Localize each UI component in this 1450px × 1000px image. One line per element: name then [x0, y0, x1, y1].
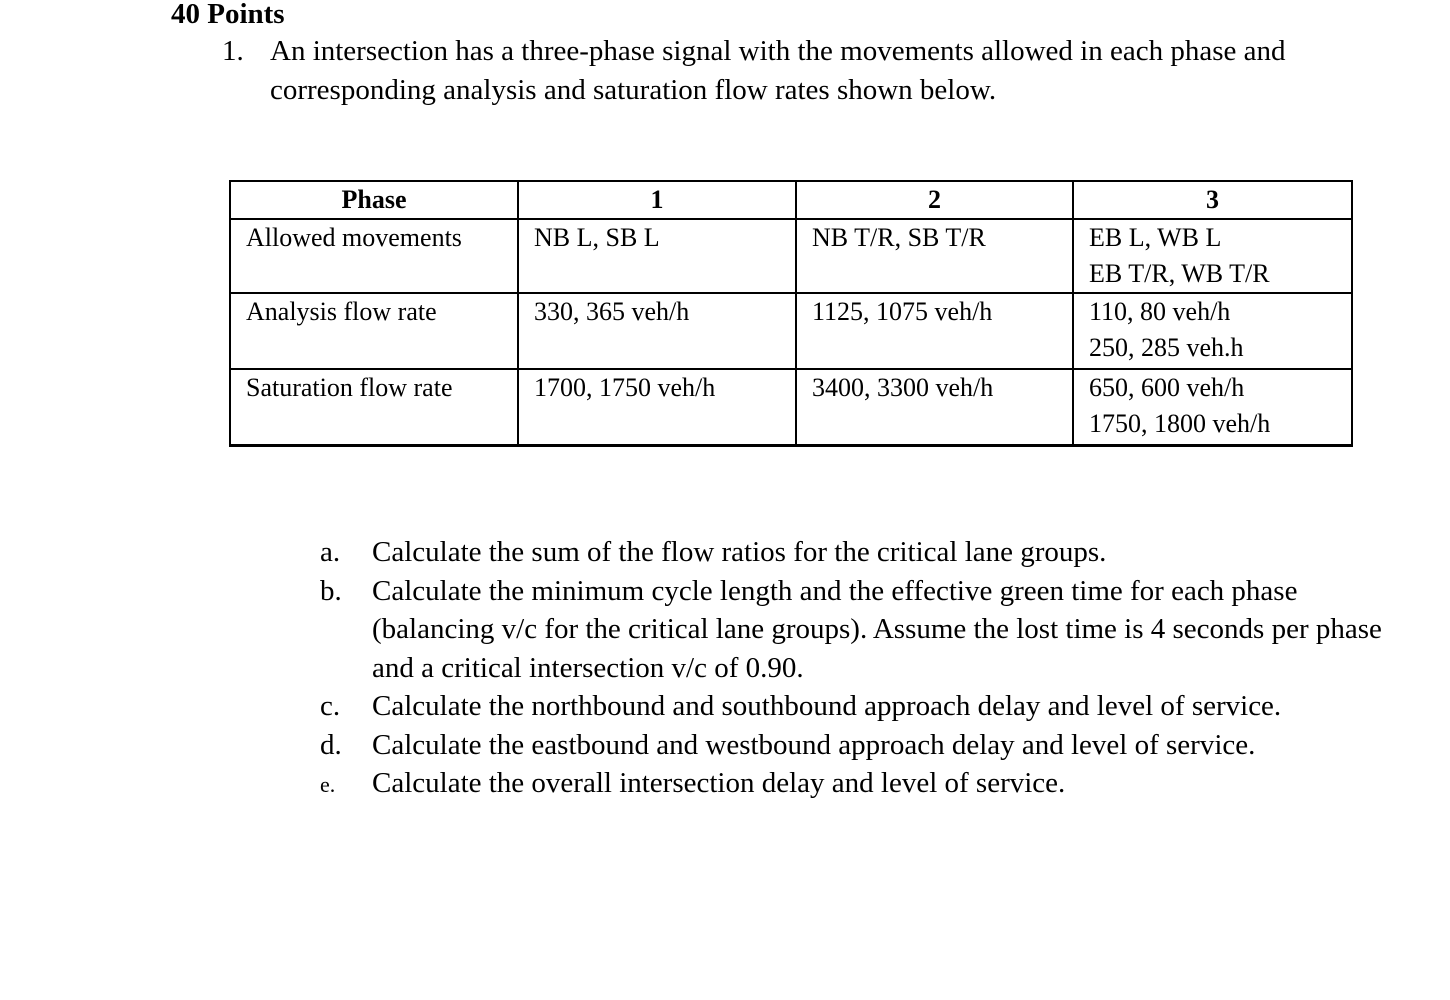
cell-saturation-phase-3	[1073, 369, 1352, 446]
question-letter: b.	[320, 574, 342, 607]
cell-text: 110, 80 veh/h	[1089, 297, 1231, 326]
cell-text: 3400, 3300 veh/h	[812, 373, 994, 402]
question-a	[320, 533, 1400, 572]
cell-analysis-phase-3	[1073, 293, 1352, 369]
cell-text: 250, 285 veh.h	[1089, 333, 1244, 362]
cell-text: EB L, WB L	[1089, 223, 1222, 252]
cell-text: Saturation flow rate	[246, 373, 453, 402]
cell-text: 1700, 1750 veh/h	[534, 373, 716, 402]
question-b	[320, 572, 1400, 688]
cell-movements-phase-3	[1073, 219, 1352, 293]
question-list	[320, 533, 1400, 803]
cell-saturation-phase-1	[518, 369, 796, 446]
cell-text: 1750, 1800 veh/h	[1089, 409, 1271, 438]
cell-text: Analysis flow rate	[246, 297, 437, 326]
problem-text: An intersection has a three-phase signal with the movements allowed in each phase and corresponding analysis and saturation flow rates shown below.	[270, 35, 1286, 106]
table-row	[230, 369, 1352, 446]
question-text: Calculate the sum of the flow ratios for the critical lane groups.	[372, 536, 1107, 568]
question-letter: d.	[320, 728, 342, 761]
question-text: Calculate the northbound and southbound approach delay and level of service.	[372, 690, 1282, 722]
table-header-row	[230, 181, 1352, 219]
problem-number: 1.	[222, 35, 244, 67]
row-label-analysis-flow-rate	[230, 293, 518, 369]
question-text: Calculate the eastbound and westbound approach delay and level of service.	[372, 728, 1256, 761]
cell-text: 330, 365 veh/h	[534, 297, 690, 326]
question-letter: c.	[320, 690, 341, 722]
cell-text: NB T/R, SB T/R	[812, 223, 986, 252]
header-phase-1: 1	[518, 181, 796, 219]
cell-text: EB T/R, WB T/R	[1089, 259, 1270, 288]
header-phase: Phase	[230, 181, 518, 219]
cell-text: 1125, 1075 veh/h	[812, 297, 993, 326]
question-d	[320, 726, 1400, 765]
header-phase-3: 3	[1073, 181, 1352, 219]
question-e	[320, 764, 1400, 803]
question-c	[320, 687, 1400, 726]
problem-statement	[222, 32, 1372, 110]
cell-analysis-phase-2	[796, 293, 1073, 369]
phase-table	[229, 180, 1353, 447]
question-letter: e.	[320, 772, 336, 797]
cell-movements-phase-1	[518, 219, 796, 293]
table-row	[230, 293, 1352, 369]
row-label-saturation-flow-rate	[230, 369, 518, 446]
question-letter: a.	[320, 536, 341, 568]
header-phase-2: 2	[796, 181, 1073, 219]
table-row	[230, 219, 1352, 293]
cell-text: Allowed movements	[246, 223, 462, 252]
row-label-allowed-movements	[230, 219, 518, 293]
cell-analysis-phase-1	[518, 293, 796, 369]
cell-text: NB L, SB L	[534, 223, 660, 252]
cell-saturation-phase-2	[796, 369, 1073, 446]
cell-movements-phase-2	[796, 219, 1073, 293]
question-text: Calculate the minimum cycle length and the effective green time for each phase (balancing v/c for the critical lane groups). Assume the lost time is 4 seconds per phase and a critical intersection v/c of 0.90.	[372, 574, 1382, 684]
heading-points: 40 Points	[171, 0, 285, 30]
question-text: Calculate the overall intersection delay and level of service.	[372, 767, 1066, 799]
cell-text: 650, 600 veh/h	[1089, 373, 1245, 402]
